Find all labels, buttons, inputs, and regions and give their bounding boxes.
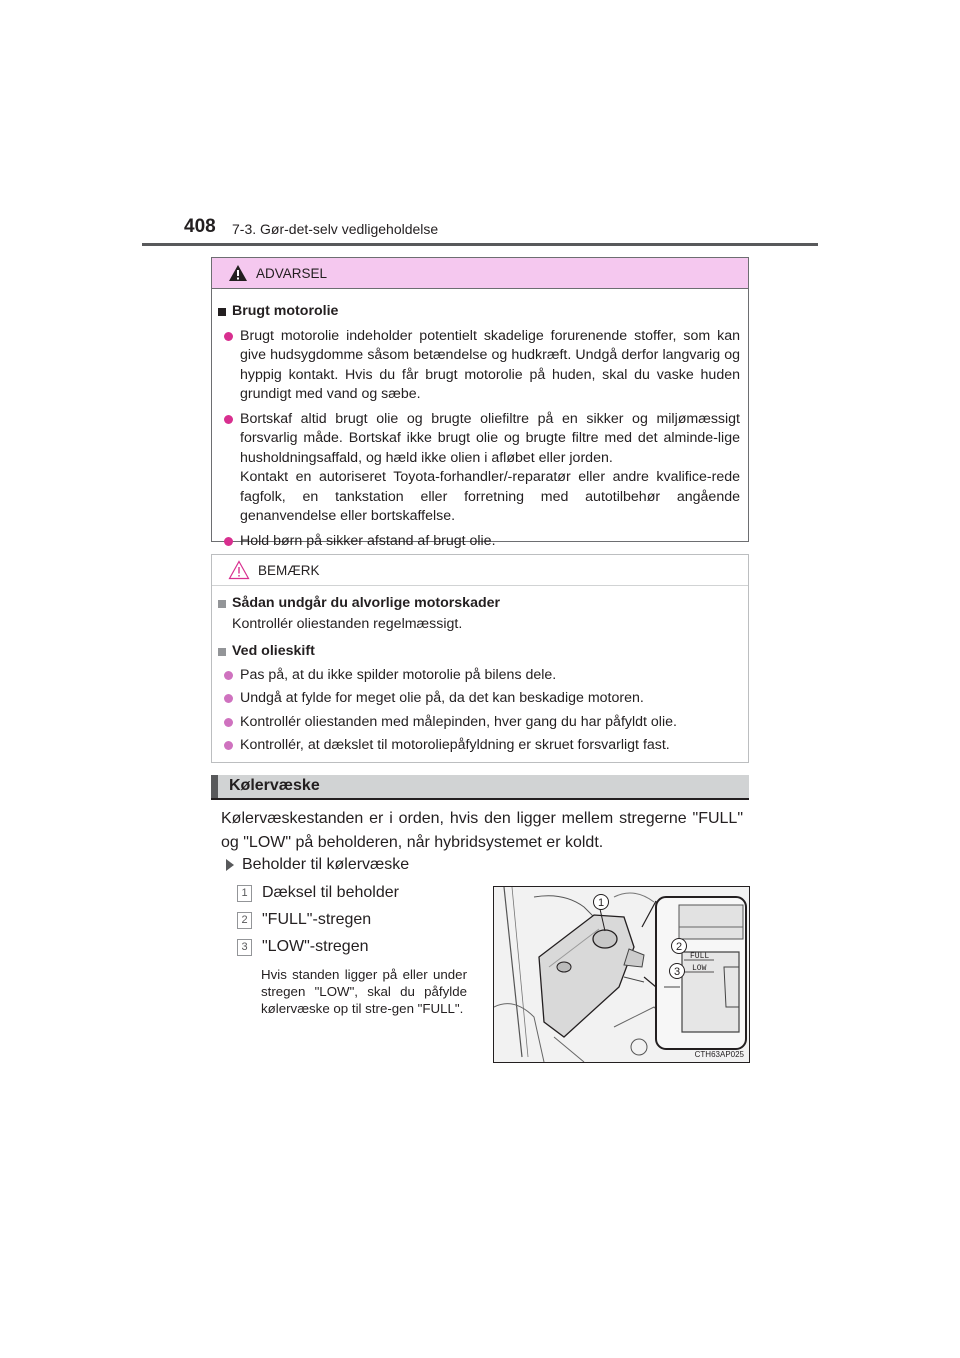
notice-heading-1 bbox=[218, 594, 740, 614]
square-bullet-icon bbox=[218, 600, 226, 608]
list-item bbox=[224, 713, 740, 733]
low-mark-label: LOW bbox=[692, 964, 707, 973]
coolant-subheading-text: Beholder til kølervæske bbox=[242, 856, 410, 873]
notice-heading-text: Sådan undgår du alvorlige motorskader bbox=[232, 595, 501, 611]
notice-header bbox=[212, 555, 748, 586]
notice-heading-2 bbox=[218, 642, 740, 662]
bullet-dot-icon bbox=[224, 537, 233, 546]
full-mark-label: FULL bbox=[690, 952, 710, 961]
list-item-text: Undgå at fylde for meget olie på, da det kan beskadige motoren. bbox=[240, 690, 644, 706]
warning-box bbox=[211, 257, 749, 549]
list-item bbox=[224, 736, 740, 756]
callout-1: 1 bbox=[597, 897, 605, 909]
list-item bbox=[224, 689, 740, 709]
section-heading: Kølervæske bbox=[229, 777, 320, 794]
list-item-text: Hold børn på sikker afstand af brugt olie. bbox=[240, 532, 496, 549]
square-bullet-icon bbox=[218, 648, 226, 656]
caution-triangle-icon bbox=[228, 560, 250, 580]
bullet-dot-icon bbox=[224, 671, 233, 680]
part-item-2 bbox=[237, 911, 371, 929]
bullet-dot-icon bbox=[224, 718, 233, 727]
notice-text: Kontrollér oliestanden regelmæssigt. bbox=[232, 615, 463, 632]
warning-heading-text: Brugt motorolie bbox=[232, 303, 339, 319]
engine-bay-drawing bbox=[494, 887, 749, 1062]
warning-triangle-icon bbox=[228, 264, 248, 282]
part-label: "LOW"-stregen bbox=[262, 938, 369, 955]
bullet-dot-icon bbox=[224, 694, 233, 703]
section-heading-bar bbox=[211, 775, 749, 800]
part-item-3 bbox=[237, 938, 369, 956]
arrow-right-icon bbox=[226, 859, 234, 871]
section-title: 7-3. Gør-det-selv vedligeholdelse bbox=[232, 221, 439, 237]
header-rule bbox=[142, 243, 818, 246]
part-item-1 bbox=[237, 884, 399, 902]
callout-2: 2 bbox=[675, 941, 683, 953]
list-item-text: Brugt motorolie indeholder potentielt skadelige forurenende stoffer, som kan give hudsygdomme såsom betændelse og hudkræft. Undgå derfor langvarig og hyppig kontakt. Hvis du får brugt motorolie på huden, skal du vaske huden grundigt med vand og sæbe. bbox=[240, 327, 740, 402]
warning-header bbox=[212, 258, 748, 289]
warning-title: ADVARSEL bbox=[256, 265, 328, 281]
bullet-dot-icon bbox=[224, 741, 233, 750]
list-item-text: Kontrollér, at dækslet til motoroliepåfyldning er skruet forsvarligt fast. bbox=[240, 737, 670, 753]
callout-3: 3 bbox=[673, 966, 681, 978]
bullet-dot-icon bbox=[224, 415, 233, 424]
coolant-subheading bbox=[226, 856, 409, 874]
list-item bbox=[224, 410, 740, 527]
contact-text: Kontakt en autoriseret Toyota-forhandler/-reparatør eller andre kvalifice-rede fagfolk, en tankstation eller forretning med autotilbehør angående genanvendelse eller bortskaffelse. bbox=[240, 469, 740, 524]
part-number-badge: 1 bbox=[237, 885, 252, 902]
coolant-description: Hvis standen ligger på eller under stregen "LOW", skal du påfylde kølervæske op til stre-gen "FULL". bbox=[261, 967, 467, 1016]
page-number: 408 bbox=[184, 216, 216, 237]
list-item-text: Bortskaf altid brugt olie og brugte oliefiltre på en sikker og miljømæssigt forsvarlig måde. Bortskaf ikke brugt olie og brugte filtre med det alminde-lige husholdningsaffald, og hæld ikke olien i afløbet eller jorden. bbox=[240, 410, 740, 466]
figure-code: CTH63AP025 bbox=[694, 1050, 744, 1059]
notice-heading-text: Ved olieskift bbox=[232, 643, 315, 659]
warning-heading bbox=[218, 302, 740, 322]
notice-box bbox=[211, 554, 749, 763]
notice-title: BEMÆRK bbox=[258, 562, 320, 578]
list-item-text: Kontrollér oliestanden med målepinden, hver gang du har påfyldt olie. bbox=[240, 713, 677, 730]
coolant-paragraph: Kølervæskestanden er i orden, hvis den ligger mellem stregerne "FULL" og "LOW" på beholderen, når hybridsystemet er koldt. bbox=[221, 810, 743, 851]
part-number-badge: 3 bbox=[237, 939, 252, 956]
list-item-text: Pas på, at du ikke spilder motorolie på bilens dele. bbox=[240, 666, 557, 683]
square-bullet-icon bbox=[218, 308, 226, 316]
bullet-dot-icon bbox=[224, 332, 233, 341]
part-label: Dæksel til beholder bbox=[262, 884, 399, 901]
part-number-badge: 2 bbox=[237, 912, 252, 929]
list-item bbox=[224, 532, 740, 552]
part-label: "FULL"-stregen bbox=[262, 911, 372, 928]
coolant-reservoir-illustration bbox=[493, 886, 750, 1063]
list-item bbox=[224, 666, 740, 686]
list-item bbox=[224, 327, 740, 405]
